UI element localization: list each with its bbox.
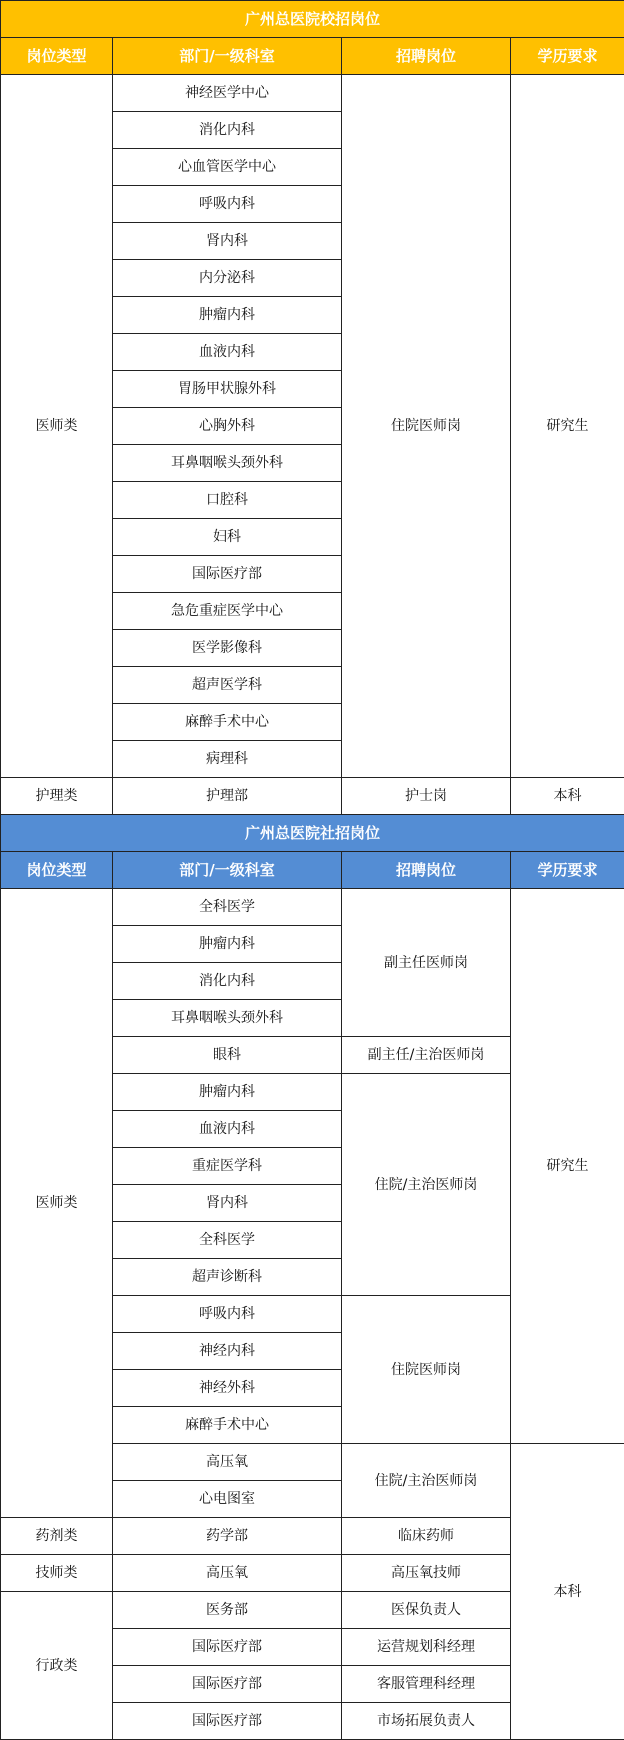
dept-cell: 超声诊断科 bbox=[113, 1259, 342, 1296]
post-cell: 住院/主治医师岗 bbox=[342, 1074, 511, 1296]
dept-cell: 超声医学科 bbox=[113, 667, 342, 704]
campus-doctor-edu: 研究生 bbox=[511, 75, 624, 778]
dept-cell: 胃肠甲状腺外科 bbox=[113, 371, 342, 408]
dept-cell: 耳鼻咽喉头颈外科 bbox=[113, 1000, 342, 1037]
dept-cell: 肿瘤内科 bbox=[113, 926, 342, 963]
header-position: 招聘岗位 bbox=[342, 38, 511, 75]
dept-cell: 妇科 bbox=[113, 519, 342, 556]
dept-cell: 国际医疗部 bbox=[113, 1703, 342, 1740]
social-pharmacy-type: 药剂类 bbox=[1, 1518, 113, 1555]
post-cell: 住院/主治医师岗 bbox=[342, 1444, 511, 1518]
campus-doctor-post: 住院医师岗 bbox=[342, 75, 511, 778]
table-row bbox=[1, 778, 624, 815]
post-cell: 市场拓展负责人 bbox=[342, 1703, 511, 1740]
dept-cell: 医务部 bbox=[113, 1592, 342, 1629]
campus-nursing-type: 护理类 bbox=[1, 778, 113, 815]
dept-cell: 心电图室 bbox=[113, 1481, 342, 1518]
dept-cell: 肾内科 bbox=[113, 1185, 342, 1222]
post-cell: 副主任/主治医师岗 bbox=[342, 1037, 511, 1074]
post-cell: 住院医师岗 bbox=[342, 1296, 511, 1444]
post-cell: 客服管理科经理 bbox=[342, 1666, 511, 1703]
dept-cell: 血液内科 bbox=[113, 1111, 342, 1148]
dept-cell: 国际医疗部 bbox=[113, 1666, 342, 1703]
dept-cell: 耳鼻咽喉头颈外科 bbox=[113, 445, 342, 482]
dept-cell: 神经医学中心 bbox=[113, 75, 342, 112]
dept-cell: 国际医疗部 bbox=[113, 1629, 342, 1666]
dept-cell: 呼吸内科 bbox=[113, 1296, 342, 1333]
dept-cell: 麻醉手术中心 bbox=[113, 704, 342, 741]
header-post-type: 岗位类型 bbox=[1, 852, 113, 889]
dept-cell: 高压氧 bbox=[113, 1444, 342, 1481]
header-position: 招聘岗位 bbox=[342, 852, 511, 889]
dept-cell: 高压氧 bbox=[113, 1555, 342, 1592]
dept-cell: 呼吸内科 bbox=[113, 186, 342, 223]
dept-cell: 国际医疗部 bbox=[113, 556, 342, 593]
social-edu-graduate: 研究生 bbox=[511, 889, 624, 1444]
social-doctor-type: 医师类 bbox=[1, 889, 113, 1518]
dept-cell: 药学部 bbox=[113, 1518, 342, 1555]
header-education: 学历要求 bbox=[511, 852, 624, 889]
header-department: 部门/一级科室 bbox=[113, 852, 342, 889]
dept-cell: 护理部 bbox=[113, 778, 342, 815]
dept-cell: 病理科 bbox=[113, 741, 342, 778]
edu-cell: 本科 bbox=[511, 778, 624, 815]
social-title: 广州总医院社招岗位 bbox=[1, 815, 624, 852]
table-row bbox=[1, 889, 624, 926]
campus-header-row bbox=[1, 38, 624, 75]
post-cell: 高压氧技师 bbox=[342, 1555, 511, 1592]
dept-cell: 内分泌科 bbox=[113, 260, 342, 297]
campus-title-row bbox=[1, 1, 624, 38]
header-department: 部门/一级科室 bbox=[113, 38, 342, 75]
social-tech-type: 技师类 bbox=[1, 1555, 113, 1592]
dept-cell: 神经内科 bbox=[113, 1333, 342, 1370]
dept-cell: 全科医学 bbox=[113, 889, 342, 926]
post-cell: 医保负责人 bbox=[342, 1592, 511, 1629]
post-cell: 运营规划科经理 bbox=[342, 1629, 511, 1666]
dept-cell: 肾内科 bbox=[113, 223, 342, 260]
dept-cell: 口腔科 bbox=[113, 482, 342, 519]
table-row bbox=[1, 75, 624, 112]
dept-cell: 消化内科 bbox=[113, 112, 342, 149]
header-education: 学历要求 bbox=[511, 38, 624, 75]
post-cell: 临床药师 bbox=[342, 1518, 511, 1555]
campus-doctor-type: 医师类 bbox=[1, 75, 113, 778]
dept-cell: 肿瘤内科 bbox=[113, 1074, 342, 1111]
social-edu-undergraduate: 本科 bbox=[511, 1444, 624, 1740]
dept-cell: 消化内科 bbox=[113, 963, 342, 1000]
dept-cell: 心血管医学中心 bbox=[113, 149, 342, 186]
dept-cell: 急危重症医学中心 bbox=[113, 593, 342, 630]
dept-cell: 血液内科 bbox=[113, 334, 342, 371]
dept-cell: 肿瘤内科 bbox=[113, 297, 342, 334]
post-cell: 护士岗 bbox=[342, 778, 511, 815]
header-post-type: 岗位类型 bbox=[1, 38, 113, 75]
dept-cell: 眼科 bbox=[113, 1037, 342, 1074]
dept-cell: 医学影像科 bbox=[113, 630, 342, 667]
social-header-row bbox=[1, 852, 624, 889]
dept-cell: 重症医学科 bbox=[113, 1148, 342, 1185]
social-admin-type: 行政类 bbox=[1, 1592, 113, 1740]
dept-cell: 心胸外科 bbox=[113, 408, 342, 445]
social-title-row bbox=[1, 815, 624, 852]
dept-cell: 麻醉手术中心 bbox=[113, 1407, 342, 1444]
campus-title: 广州总医院校招岗位 bbox=[1, 1, 624, 38]
recruitment-table-body bbox=[1, 1, 624, 1740]
dept-cell: 全科医学 bbox=[113, 1222, 342, 1259]
dept-cell: 神经外科 bbox=[113, 1370, 342, 1407]
post-cell: 副主任医师岗 bbox=[342, 889, 511, 1037]
